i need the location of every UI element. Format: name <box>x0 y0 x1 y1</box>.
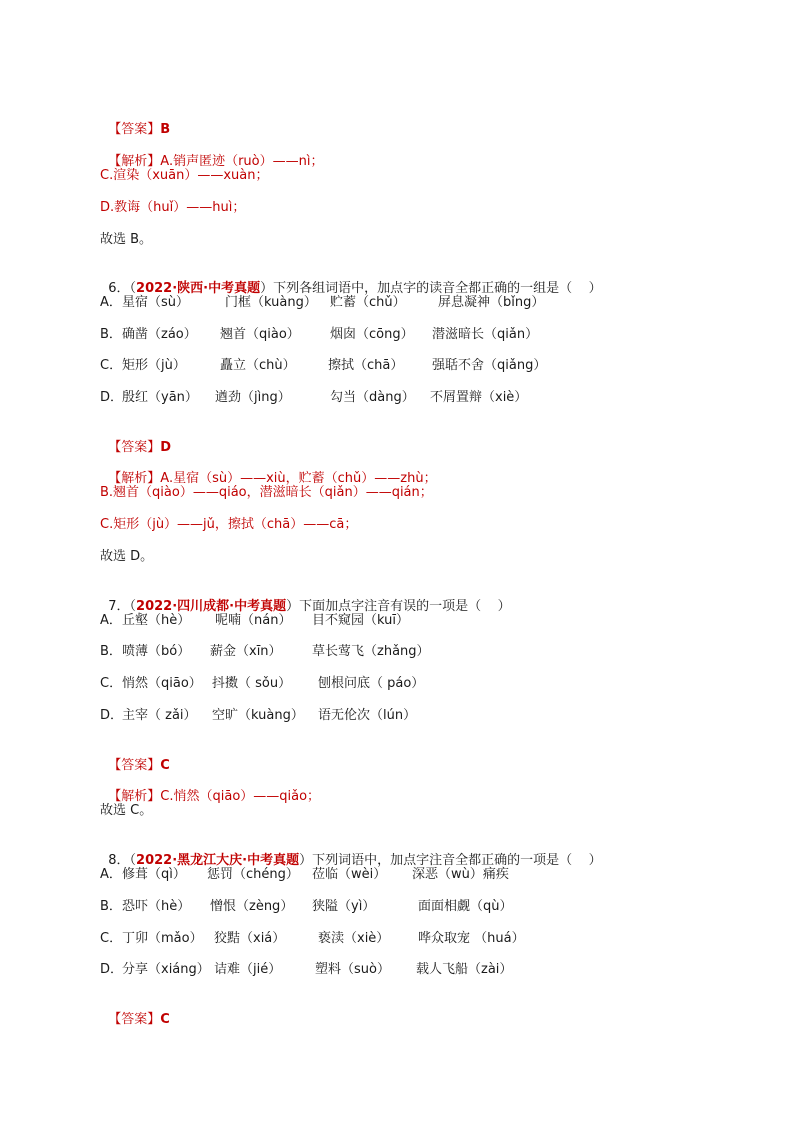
answer-line <box>100 739 170 773</box>
question-text: ）下列各组词语中，加点字的读音全都正确的一组是（ ） <box>260 281 602 296</box>
answer-line <box>100 993 170 1027</box>
option-item: 憎恨（zèng） <box>210 899 294 914</box>
option-item: 丁卯（mǎo） <box>122 931 203 946</box>
question-7-stem <box>100 580 511 614</box>
option-item: 塑料（suò） <box>315 962 390 977</box>
answer-label: 【答案】 <box>108 1012 161 1027</box>
option-item: 主宰（ zǎi） <box>122 708 197 723</box>
option-letter: A． <box>100 295 122 310</box>
analysis-line: B.翘首（qiào）——qiáo，潜滋暗长（qiǎn）——qián； <box>100 485 433 500</box>
option-item: 诘难（jié） <box>214 962 282 977</box>
option-item: 目不窥园（kuī） <box>312 613 409 628</box>
question-source: 2022·黑龙江大庆·中考真题 <box>136 853 300 868</box>
analysis-line: D.教诲（huǐ）——huì； <box>100 200 246 215</box>
option-item: 遒劲（jìng） <box>215 390 291 405</box>
option-item: 确凿（záo） <box>122 327 197 342</box>
option-item: 深恶（wù）痛疾 <box>412 867 509 882</box>
option-item: 面面相觑（qù） <box>418 899 513 914</box>
option-item: 薪金（xīn） <box>210 644 282 659</box>
option-letter: B． <box>100 644 122 659</box>
answer-value: C <box>160 1012 170 1027</box>
option-letter: D． <box>100 962 124 977</box>
question-6-stem <box>100 262 602 296</box>
option-letter: D． <box>100 390 124 405</box>
option-letter: A． <box>100 613 122 628</box>
option-letter: A． <box>100 867 122 882</box>
answer-line <box>100 421 172 455</box>
option-item: 亵渎（xiè） <box>318 931 390 946</box>
conclusion-line: 故选 D。 <box>100 549 154 564</box>
analysis-line <box>100 452 437 486</box>
analysis-label: 【解析】 <box>108 471 161 486</box>
option-item: 贮蓄（chǔ） <box>330 295 406 310</box>
option-item: 矩形（jù） <box>122 358 186 373</box>
option-item: 语无伦次（lún） <box>318 708 417 723</box>
conclusion-line: 故选 B。 <box>100 232 153 247</box>
option-letter: B． <box>100 899 122 914</box>
option-item: 翘首（qiào） <box>220 327 300 342</box>
answer-value: C <box>160 758 170 773</box>
analysis-text: A.销声匿迹（ruò）——nì； <box>160 154 324 169</box>
question-number: 8．（ <box>108 853 137 868</box>
option-letter: B． <box>100 327 122 342</box>
option-item: 不屑置辩（xiè） <box>430 390 528 405</box>
option-letter: D． <box>100 708 124 723</box>
option-item: 呢喃（nán） <box>215 613 292 628</box>
question-number: 7．（ <box>108 599 137 614</box>
analysis-line: C.矩形（jù）——jǔ，擦拭（chā）——cā； <box>100 517 358 532</box>
option-item: 空旷（kuàng） <box>212 708 304 723</box>
option-item: 丘壑（hè） <box>122 613 191 628</box>
analysis-line <box>100 770 321 804</box>
conclusion-line: 故选 C。 <box>100 803 153 818</box>
option-item: 勾当（dàng） <box>330 390 415 405</box>
option-item: 惩罚（chéng） <box>207 867 299 882</box>
answer-label: 【答案】 <box>108 440 161 455</box>
answer-value: B <box>160 122 171 137</box>
option-item: 门框（kuàng） <box>225 295 317 310</box>
analysis-label: 【解析】 <box>108 154 161 169</box>
question-source: 2022·陕西·中考真题 <box>136 281 261 296</box>
option-item: 莅临（wèi） <box>312 867 387 882</box>
option-item: 抖擞（ sǒu） <box>212 676 292 691</box>
question-text: ）下列词语中，加点字注音全都正确的一项是（ ） <box>299 853 602 868</box>
answer-label: 【答案】 <box>108 122 161 137</box>
option-item: 狭隘（yì） <box>312 899 376 914</box>
answer-value: D <box>160 440 172 455</box>
analysis-label: 【解析】 <box>108 789 161 804</box>
analysis-line <box>100 135 324 169</box>
option-item: 载人飞船（zài） <box>416 962 513 977</box>
option-item: 强聒不舍（qiǎng） <box>432 358 547 373</box>
option-item: 刨根问底（ páo） <box>318 676 425 691</box>
option-item: 恐吓（hè） <box>122 899 191 914</box>
option-item: 喷薄（bó） <box>122 644 191 659</box>
option-item: 悄然（qiāo） <box>122 676 202 691</box>
option-item: 哗众取宠 （huá） <box>418 931 525 946</box>
answer-label: 【答案】 <box>108 758 161 773</box>
option-letter: C． <box>100 358 123 373</box>
analysis-line: C.渲染（xuān）——xuàn； <box>100 168 269 183</box>
option-item: 潜滋暗长（qiǎn） <box>432 327 539 342</box>
option-item: 矗立（chù） <box>220 358 296 373</box>
question-text: ）下面加点字注音有误的一项是（ ） <box>286 599 511 614</box>
option-item: 烟囱（cōng） <box>330 327 414 342</box>
option-letter: C． <box>100 676 123 691</box>
option-item: 修葺（qì） <box>122 867 186 882</box>
option-item: 星宿（sù） <box>122 295 190 310</box>
option-item: 狡黠（xiá） <box>214 931 286 946</box>
option-item: 草长莺飞（zhǎng） <box>312 644 430 659</box>
option-item: 殷红（yān） <box>122 390 198 405</box>
question-8-stem <box>100 834 602 868</box>
question-number: 6．（ <box>108 281 137 296</box>
option-item: 擦拭（chā） <box>328 358 404 373</box>
option-item: 分享（xiáng） <box>122 962 210 977</box>
answer-line <box>100 103 171 137</box>
option-item: 屏息凝神（bǐng） <box>438 295 545 310</box>
question-source: 2022·四川成都·中考真题 <box>136 599 287 614</box>
analysis-text: C.悄然（qiāo）——qiǎo； <box>160 789 321 804</box>
analysis-text: A.星宿（sù）——xiù，贮蓄（chǔ）——zhù； <box>160 471 437 486</box>
option-letter: C． <box>100 931 123 946</box>
